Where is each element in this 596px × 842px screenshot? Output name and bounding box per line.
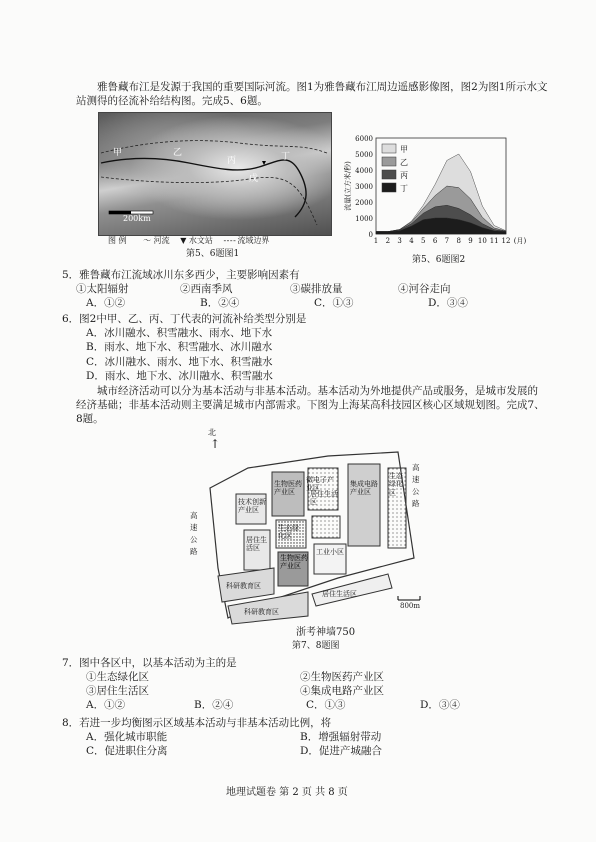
remote-sensing-image xyxy=(98,112,332,236)
place-label: 甲 xyxy=(113,148,123,158)
intro-7-8: 城市经济活动可以分为基本活动与非基本活动。基本活动为外地提供产品或服务，是城市发展的经济基础；非基本活动则主要满足城市内部需求。下图为上海某高科技园区核心区域规划图。完成7、8题。 xyxy=(76,385,545,426)
zone-label: 集成电路产业区 xyxy=(350,480,378,497)
road-label: 高速公路 xyxy=(190,511,198,556)
q5-choice-a[interactable]: A．①② xyxy=(86,297,126,310)
q8-choice-b[interactable]: B．增强辐射带动 xyxy=(300,731,382,744)
q6-choice-b[interactable]: B．雨水、地下水、积雪融水、冰川融水 xyxy=(86,341,273,354)
q6-choice-c[interactable]: C．冰川融水、雨水、地下水、积雪融水 xyxy=(86,355,273,368)
page-footer: 地理试题卷 第 2 页 共 8 页 xyxy=(226,787,348,798)
zone-label: 居住生活区 xyxy=(322,590,357,598)
legend-swatch xyxy=(382,170,396,179)
legend-label: 丁 xyxy=(400,184,408,193)
scale-label: 200km xyxy=(123,214,151,223)
q7-choice-b[interactable]: B．②④ xyxy=(194,699,234,712)
q7 xyxy=(62,656,552,712)
q8 xyxy=(62,716,552,758)
x-tick-label: 7 xyxy=(444,237,450,245)
x-tick-label: 2 xyxy=(385,237,391,245)
q5-item: ④河谷走向 xyxy=(398,283,451,296)
zone-label: 科研教育区 xyxy=(226,582,261,590)
q5-item: ①太阳辐射 xyxy=(76,283,129,296)
q8-stem: 8．若进一步均衡图示区域基本活动与非基本活动比例，将 xyxy=(62,717,332,729)
legend-swatch xyxy=(382,157,396,166)
watermark: 浙考神墙750 xyxy=(296,627,356,638)
x-tick-label: 5 xyxy=(421,237,426,245)
q6 xyxy=(62,312,552,383)
map-scale-label: 800m xyxy=(400,602,420,610)
zone-label: 居住生活区 xyxy=(246,536,267,553)
x-tick-label: 10 xyxy=(477,237,487,245)
q5-choice-b[interactable]: B．②④ xyxy=(200,297,240,310)
place-label: 丙 xyxy=(227,156,237,166)
zone-label: 技术创新产业区 xyxy=(238,498,266,515)
q8-choice-d[interactable]: D．促进产城融合 xyxy=(300,745,382,758)
q7-choice-c[interactable]: C．①③ xyxy=(306,699,346,712)
zone-label: 生态绿化区 xyxy=(389,472,403,497)
q5-item: ③碳排放量 xyxy=(290,283,343,296)
y-tick-label: 5000 xyxy=(355,151,373,159)
fig1-legend xyxy=(108,236,269,247)
legend-label: 丙 xyxy=(400,171,408,180)
runoff-chart xyxy=(342,132,542,252)
x-tick-label: 4 xyxy=(409,237,414,245)
river-icon: 〜 xyxy=(143,236,152,245)
x-tick-label: 12 xyxy=(501,237,511,245)
park-zoning-map xyxy=(188,428,424,628)
fig3-caption: 第7、8题图 xyxy=(292,641,340,651)
q5-item: ②西南季风 xyxy=(180,283,233,296)
fig1-caption: 第5、6题图1 xyxy=(186,249,240,259)
legend-boundary: 流域边界 xyxy=(237,236,270,245)
boundary-icon: - - - - xyxy=(223,236,235,245)
fig2-caption: 第5、6题图2 xyxy=(412,255,466,265)
x-tick-label: 9 xyxy=(468,237,473,245)
x-tick-label: 8 xyxy=(456,237,461,245)
zone-label: 工业小区 xyxy=(316,548,344,556)
q8-choice-a[interactable]: A．强化城市职能 xyxy=(86,731,168,744)
y-axis-label: 流量(立方米/秒) xyxy=(344,161,352,211)
legend-label: 甲 xyxy=(400,145,408,154)
legend-swatch xyxy=(382,144,396,153)
q7-stem: 7．图中各区中，以基本活动为主的是 xyxy=(62,657,237,669)
y-tick-label: 6000 xyxy=(355,135,373,143)
x-axis-label: (月) xyxy=(513,237,527,245)
legend-label: 乙 xyxy=(400,158,408,167)
y-tick-label: 0 xyxy=(368,231,373,239)
q5-choice-c[interactable]: C．①③ xyxy=(314,297,354,310)
q6-stem: 6．图2中甲、乙、丙、丁代表的河流补给类型分别是 xyxy=(62,313,307,325)
zoning-map-svg xyxy=(188,428,424,628)
q7-item: ③居住生活区 xyxy=(86,685,149,698)
x-tick-label: 1 xyxy=(373,237,379,245)
north-arrow-icon: ↑ xyxy=(210,437,221,451)
q5-choice-d[interactable]: D．③④ xyxy=(428,297,468,310)
zone-label: 生物医药产业区 xyxy=(274,480,302,497)
zone-label: 居住生活区 xyxy=(310,490,338,507)
legend-title: 图 例 xyxy=(108,236,127,245)
legend-river: 河流 xyxy=(153,236,170,245)
legend-swatch xyxy=(382,183,396,192)
q8-choice-c[interactable]: C．促进职住分离 xyxy=(86,745,168,758)
q7-choice-d[interactable]: D．③④ xyxy=(420,699,460,712)
y-tick-label: 4000 xyxy=(355,167,373,175)
station-icon: ▼ xyxy=(180,236,187,245)
q5-stem: 5．雅鲁藏布江流域冰川东多西少，主要影响因素有 xyxy=(62,269,300,281)
zone-label: 生态绿化区 xyxy=(278,524,299,541)
place-label: 戊 xyxy=(249,174,259,184)
q6-choice-a[interactable]: A．冰川融水、积雪融水、雨水、地下水 xyxy=(86,327,273,340)
road-label: 高速公路 xyxy=(412,463,420,508)
place-label: 乙 xyxy=(173,148,183,158)
q7-item: ①生态绿化区 xyxy=(86,671,149,684)
y-tick-label: 3000 xyxy=(355,183,373,191)
legend-station: 水文站 xyxy=(188,236,213,245)
x-tick-label: 6 xyxy=(432,237,438,245)
q7-choice-a[interactable]: A．①② xyxy=(86,699,126,712)
q5 xyxy=(62,268,552,310)
zone-label: 科研教育区 xyxy=(244,608,279,616)
q6-choice-d[interactable]: D．雨水、地下水、冰川融水、积雪融水 xyxy=(86,369,273,382)
x-tick-label: 3 xyxy=(397,237,402,245)
zone-label: 生物医药产业区 xyxy=(280,554,308,571)
y-tick-label: 2000 xyxy=(355,199,373,207)
y-tick-label: 1000 xyxy=(355,215,373,223)
place-label: 丁 xyxy=(281,152,291,162)
x-tick-label: 11 xyxy=(489,237,499,245)
q7-item: ②生物医药产业区 xyxy=(300,671,384,684)
runoff-chart-svg xyxy=(342,132,542,252)
zone-label: 微电子产业区 xyxy=(306,476,334,493)
intro-5-6: 雅鲁藏布江是发源于我国的重要国际河流。图1为雅鲁藏布江周边遥感影像图，图2为图1所示水文站测得的径流补给结构图。完成5、6题。 xyxy=(76,81,548,108)
north-label: 北 xyxy=(208,428,216,437)
q7-item: ④集成电路产业区 xyxy=(300,685,384,698)
